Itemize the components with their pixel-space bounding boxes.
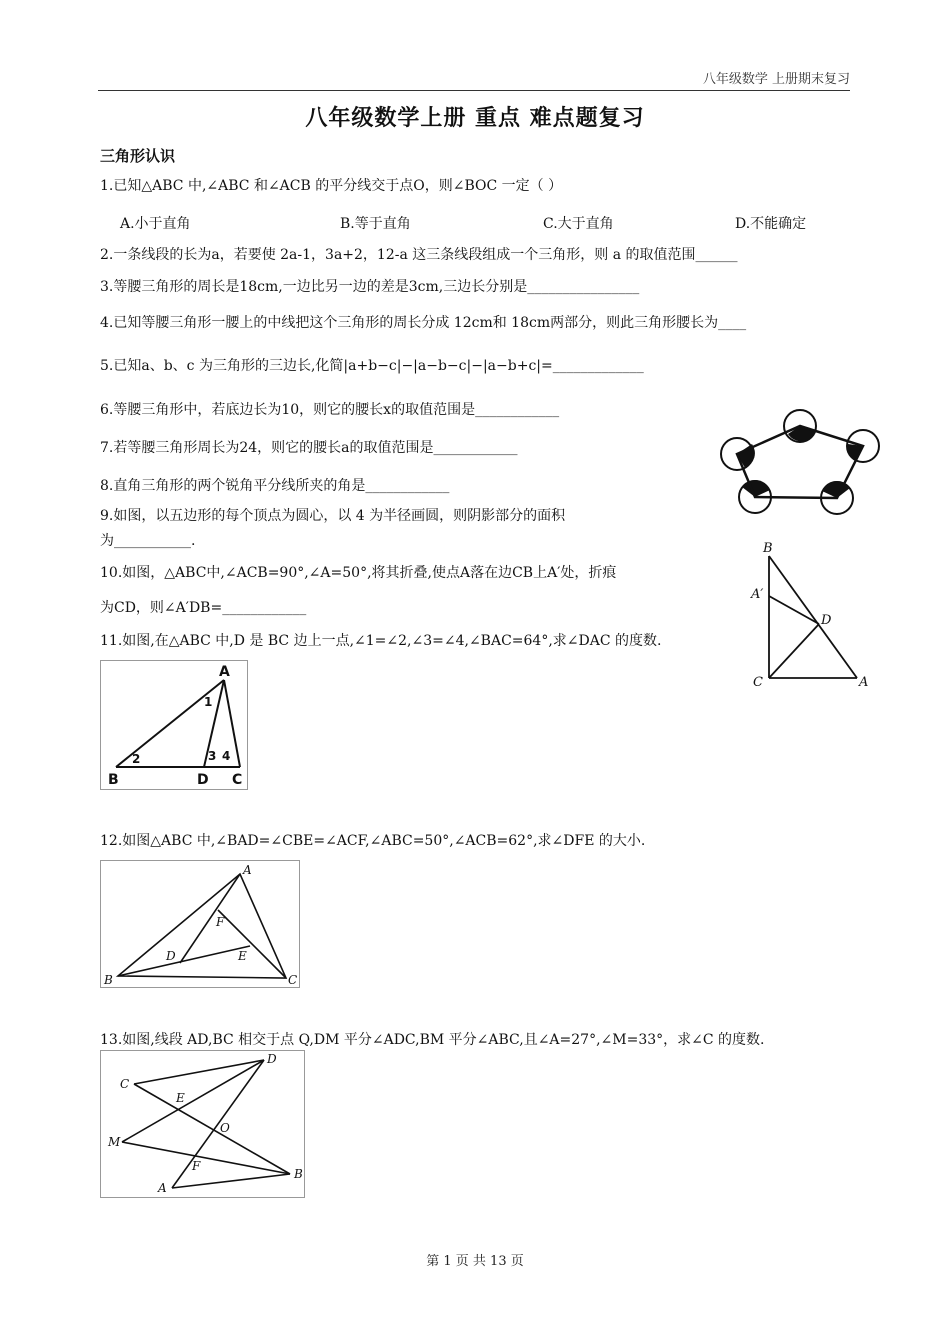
question-4: 4.已知等腰三角形一腰上的中线把这个三角形的周长分成 12cm和 18cm两部分，则此三角形腰长为____ xyxy=(100,315,747,331)
fig13-label-m: M xyxy=(108,1135,121,1149)
fig10-label-c: C xyxy=(753,675,763,690)
section-heading: 三角形认识 xyxy=(100,147,176,165)
fig12-label-b: B xyxy=(104,973,113,987)
question-13: 13.如图,线段 AD,BC 相交于点 Q,DM 平分∠ADC,BM 平分∠ABC,且∠A=27°,∠M=33°，求∠C 的度数. xyxy=(100,1032,765,1048)
question-6: 6.等腰三角形中，若底边长为10，则它的腰长x的取值范围是____________ xyxy=(100,402,560,418)
q1-option-b: B.等于直角 xyxy=(340,216,411,232)
pentagon-circles-figure xyxy=(712,402,888,518)
fig11-label-a: A xyxy=(219,664,230,680)
q1-option-a: A.小于直角 xyxy=(120,216,191,232)
question-10-line-2: 为CD，则∠A′DB=____________ xyxy=(100,600,307,616)
question-7: 7.若等腰三角形周长为24，则它的腰长a的取值范围是____________ xyxy=(100,440,518,456)
fig11-label-d: D xyxy=(197,772,209,788)
fig13-label-a: A xyxy=(158,1181,167,1195)
question-9-line-1: 9.如图，以五边形的每个顶点为圆心，以 4 为半径画圆，则阴影部分的面积 xyxy=(100,508,566,524)
fig12-label-c: C xyxy=(288,973,298,987)
question-8: 8.直角三角形的两个锐角平分线所夹的角是____________ xyxy=(100,478,450,494)
fig12-label-f: F xyxy=(216,915,225,929)
question-11: 11.如图,在△ABC 中,D 是 BC 边上一点,∠1=∠2,∠3=∠4,∠BAC=64°,求∠DAC 的度数. xyxy=(100,633,662,649)
fig11-angle-4: 4 xyxy=(222,749,231,763)
fig12-label-a: A xyxy=(243,863,252,877)
question-10-line-1: 10.如图，△ABC中,∠ACB=90°,∠A=50°,将其折叠,使点A落在边CB上A′处，折痕 xyxy=(100,565,617,581)
question-9-line-2: 为___________. xyxy=(100,533,196,549)
fig13-label-d: D xyxy=(267,1052,277,1066)
page-footer: 第 1 页 共 13 页 xyxy=(426,1254,524,1269)
folded-triangle-figure xyxy=(745,540,875,690)
fig10-label-d: D xyxy=(821,613,832,628)
question-2: 2.一条线段的长为a，若要使 2a-1，3a+2，12-a 这三条线段组成一个三角形，则 a 的取值范围______ xyxy=(100,247,738,263)
fig11-angle-1: 1 xyxy=(204,695,213,709)
crossing-segments-figure xyxy=(100,1050,305,1198)
fig11-label-c: C xyxy=(232,772,243,788)
question-3: 3.等腰三角形的周长是18cm,一边比另一边的差是3cm,三边长分别是________________ xyxy=(100,279,640,295)
fig10-label-b: B xyxy=(763,541,773,556)
header-rule xyxy=(98,90,850,91)
q1-option-c: C.大于直角 xyxy=(543,216,614,232)
fig11-label-b: B xyxy=(108,772,119,788)
question-5: 5.已知a、b、c 为三角形的三边长,化简|a+b−c|−|a−b−c|−|a−b+c|=_____________ xyxy=(100,358,644,374)
fig10-label-a: A xyxy=(859,675,869,690)
header-note: 八年级数学 上册期末复习 xyxy=(702,72,850,87)
page-title: 八年级数学上册 重点 难点题复习 xyxy=(305,106,645,131)
fig12-label-d: D xyxy=(166,949,176,963)
fig13-label-o: O xyxy=(220,1121,230,1135)
fig13-label-f: F xyxy=(192,1159,201,1173)
fig11-angle-3: 3 xyxy=(208,749,217,763)
fig13-label-c: C xyxy=(120,1077,130,1091)
question-12: 12.如图△ABC 中,∠BAD=∠CBE=∠ACF,∠ABC=50°,∠ACB=62°,求∠DFE 的大小. xyxy=(100,833,646,849)
fig10-label-a-prime: A′ xyxy=(751,587,764,602)
fig11-angle-2: 2 xyxy=(132,752,141,766)
fig13-label-b: B xyxy=(294,1167,303,1181)
fig12-label-e: E xyxy=(238,949,247,963)
q1-option-d: D.不能确定 xyxy=(735,216,807,232)
question-1: 1.已知△ABC 中,∠ABC 和∠ACB 的平分线交于点O，则∠BOC 一定（ ） xyxy=(100,178,563,194)
fig13-label-e: E xyxy=(176,1091,185,1105)
triangle-abc-d-figure xyxy=(100,660,248,790)
triangle-def-figure xyxy=(100,860,300,988)
